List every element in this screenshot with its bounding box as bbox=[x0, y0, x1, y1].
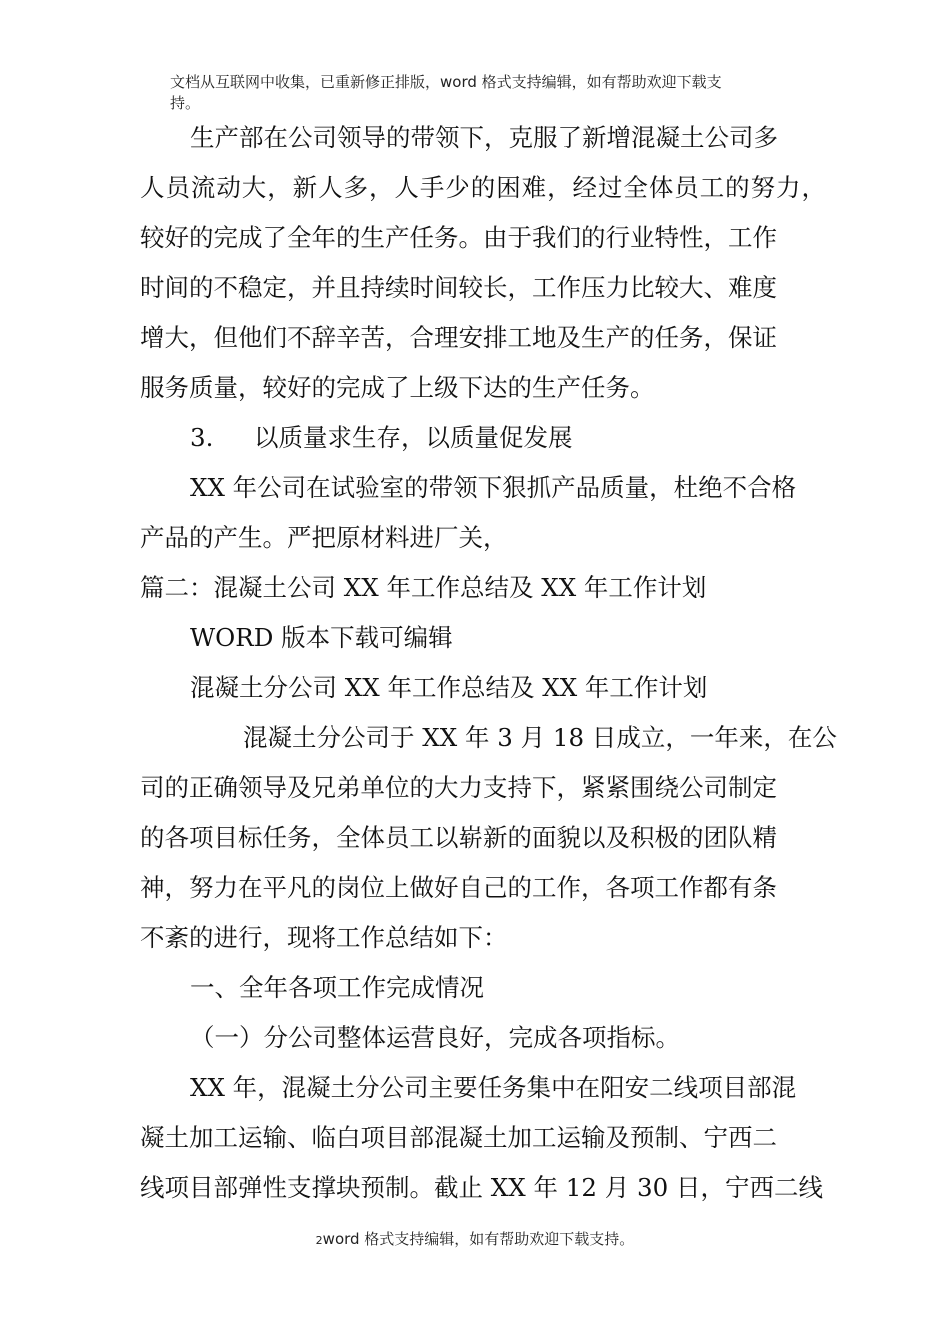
paragraph-line: 时间的不稳定，并且持续时间较长，工作压力比较大、难度 bbox=[140, 273, 777, 302]
page-header-note bbox=[170, 72, 810, 114]
page-number: 2 bbox=[315, 1234, 323, 1247]
header-line-2: 持。 bbox=[170, 94, 201, 112]
paragraph-line: 凝土加工运输、临白项目部混凝土加工运输及预制、宁西二 bbox=[140, 1123, 777, 1152]
section-title: 篇二：混凝土公司 XX 年工作总结及 XX 年工作计划 bbox=[140, 573, 707, 602]
paragraph-line: 较好的完成了全年的生产任务。由于我们的行业特性，工作 bbox=[140, 223, 777, 252]
paragraph-line: 产品的产生。严把原材料进厂关， bbox=[140, 523, 508, 552]
paragraph-line: 不紊的进行，现将工作总结如下： bbox=[140, 923, 508, 952]
header-line-1: 文档从互联网中收集，已重新修正排版，word 格式支持编辑，如有帮助欢迎下载支 bbox=[170, 73, 722, 91]
heading-text: 以质量求生存，以质量促发展 bbox=[254, 423, 573, 452]
download-note: WORD 版本下载可编辑 bbox=[190, 623, 453, 652]
paragraph-line: XX 年，混凝土分公司主要任务集中在阳安二线项目部混 bbox=[190, 1073, 797, 1102]
paragraph-line: 的各项目标任务，全体员工以崭新的面貌以及积极的团队精 bbox=[140, 823, 777, 852]
document-title: 混凝土分公司 XX 年工作总结及 XX 年工作计划 bbox=[190, 673, 708, 702]
paragraph-line: 神，努力在平凡的岗位上做好自己的工作，各项工作都有条 bbox=[140, 873, 777, 902]
heading-number: 3. bbox=[190, 423, 214, 452]
subsection-heading: 一、全年各项工作完成情况 bbox=[190, 973, 484, 1002]
paragraph-line: 混凝土分公司于 XX 年 3 月 18 日成立，一年来，在公 bbox=[243, 723, 837, 752]
paragraph-line: 增大，但他们不辞辛苦，合理安排工地及生产的任务，保证 bbox=[140, 323, 777, 352]
paragraph-line: XX 年公司在试验室的带领下狠抓产品质量，杜绝不合格 bbox=[190, 473, 797, 502]
paragraph-line: 服务质量，较好的完成了上级下达的生产任务。 bbox=[140, 373, 655, 402]
numbered-heading bbox=[190, 423, 573, 453]
page-footer bbox=[0, 1229, 950, 1251]
footer-text: word 格式支持编辑，如有帮助欢迎下载支持。 bbox=[322, 1230, 635, 1248]
paragraph-line: 人员流动大，新人多，人手少的困难，经过全体员工的努力， bbox=[140, 173, 826, 202]
paragraph-line: 线项目部弹性支撑块预制。截止 XX 年 12 月 30 日，宁西二线 bbox=[140, 1173, 823, 1202]
subsection-heading: （一）分公司整体运营良好，完成各项指标。 bbox=[190, 1023, 680, 1052]
paragraph-line: 生产部在公司领导的带领下，克服了新增混凝土公司多 bbox=[190, 123, 778, 152]
paragraph-line: 司的正确领导及兄弟单位的大力支持下，紧紧围绕公司制定 bbox=[140, 773, 777, 802]
